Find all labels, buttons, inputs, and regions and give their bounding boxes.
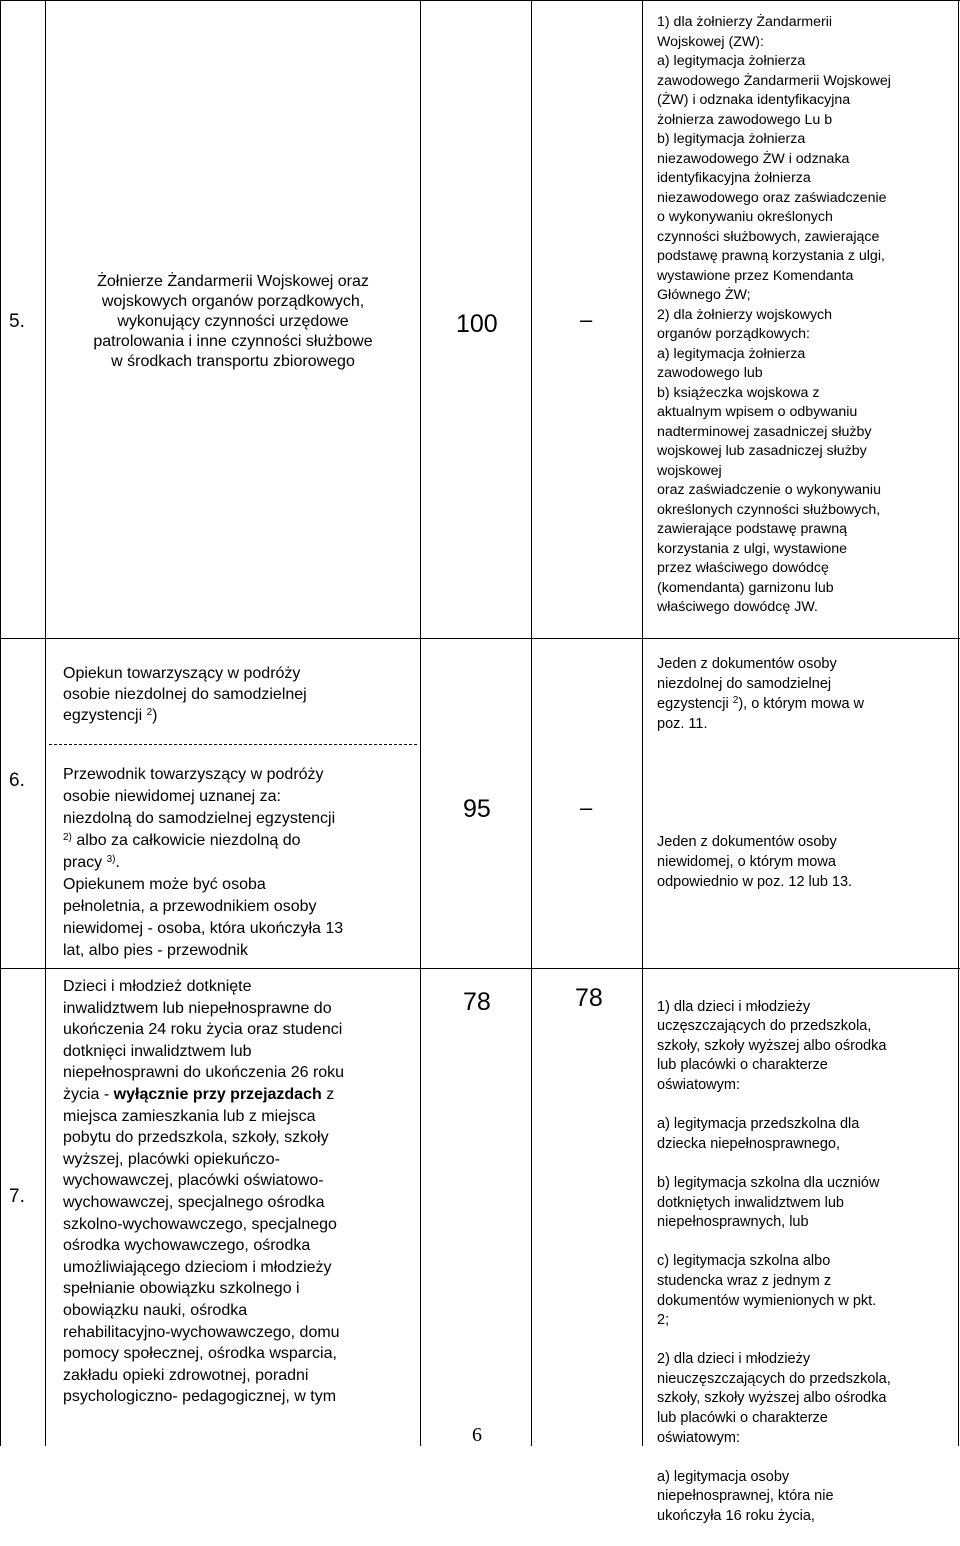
row-5-discount-a: 100 [456, 310, 498, 338]
row-7-documents-item: 2) dla dzieci i młodzieży nieuczęszczających do przedszkola, szkoły, szkoły wyższej albo ośrodka lub placówki o charakterze oświatowym: [657, 1351, 891, 1446]
row-6-documents-b: Jeden z dokumentów osoby niewidomej, o którym mowa odpowiednio w poz. 12 lub 13. [657, 834, 853, 890]
row-6-description-a [63, 663, 415, 726]
row-7-documents-item: a) legitymacja osoby niepełnosprawnej, która nie ukończyła 16 roku życia, [657, 1468, 834, 1525]
row-7-documents-item: a) legitymacja przedszkolna dla dziecka niepełnosprawnego, [657, 1116, 860, 1152]
row-5-documents: 1) dla żołnierzy Żandarmerii Wojskowej (ZW): a) legitymacja żołnierza zawodowego Żandarmerii Wojskowej (ŻW) i odznaka identyfikacyjna żołnierza zawodowego Lu b b) legitymacja żołnierza niezawodowego ŻW i odznaka identyfikacyjna żołnierza niezawodowego oraz zaświadczenie o wykonywaniu określonych czynności służbowych, zawierające podstawę prawną korzystania z ulgi, wystawione przez Komendanta Głównego ŻW; 2) dla żołnierzy wojskowych organów porządkowych: a) legitymacja żołnierza zawodowego lub b) książeczka wojskowa z aktualnym wpisem o odbywaniu nadterminowej zasadniczej służby wojskowej lub zasadniczej służby wojskowej oraz zaświadczenie o wykonywaniu określonych czynności służbowych, zawierające podstawę prawną korzystania z ulgi, wystawione przez właściwego dowódcę (komendanta) garnizonu lub właściwego dowódcę JW. [657, 14, 891, 615]
column-divider-1 [45, 0, 46, 1446]
row-6-description-b-pre: Przewodnik towarzyszący w podróży osobie niewidomej uznanej za: niezdolną do samodzielnej egzystencji [63, 766, 336, 827]
column-divider-4 [642, 0, 643, 1446]
row-6-inner-divider [49, 744, 417, 745]
column-divider-2 [420, 0, 421, 1446]
row-6-discount-b: – [580, 795, 593, 820]
row-6-description-b-sup1: 2) [63, 832, 72, 843]
row-7-number: 7. [9, 1186, 25, 1207]
table-border-right [958, 0, 959, 1446]
row-6-description-a-sup: 2 [146, 707, 153, 718]
row-5-description: Żołnierze Żandarmerii Wojskowej oraz wojskowych organów porządkowych, wykonujący czynności urzędowe patrolowania i inne czynności służbowe w środkach transportu zbiorowego [93, 273, 373, 370]
row-6-documents-a-sup: 2 [732, 695, 739, 706]
row-7-documents-item: 1) dla dzieci i młodzieży uczęszczających do przedszkola, szkoły, szkoły wyższej albo ośrodka lub placówki o charakterze oświatowym: [657, 998, 887, 1093]
row-6-description-a-text: Opiekun towarzyszący w podróży osobie niezdolnej do samodzielnej egzystencji [63, 665, 307, 724]
row-7-description-pre: Dzieci i młodzież dotknięte inwalidztwem lub niepełnosprawne do ukończenia 24 roku życia oraz studenci dotknięci inwalidztwem lub niepełnosprawni do ukończenia 26 roku życia - [63, 978, 345, 1103]
row-7-documents [657, 978, 955, 1546]
table-border-top [0, 0, 960, 1]
row-7-description [63, 976, 419, 1408]
column-divider-3 [531, 0, 532, 1446]
page-number: 6 [472, 1424, 482, 1446]
row-6-number: 6. [9, 770, 25, 791]
row-divider-5-6 [0, 638, 960, 639]
row-6-description-b-sup2: 3) [106, 854, 116, 865]
row-5-discount-b: – [580, 307, 593, 332]
row-6-description-b-post: . Opiekunem może być osoba pełnoletnia, a przewodnikiem osoby niewidomej - osoba, która ukończyła 13 lat, albo pies - przewodnik [63, 854, 344, 959]
row-7-discount-b: 78 [575, 984, 603, 1012]
row-6-description-a-end: ) [152, 707, 158, 724]
row-7-documents-item: c) legitymacja szkolna albo studencka wraz z jednym z dokumentów wymienionych w pkt. 2; [657, 1253, 877, 1329]
row-6-documents-a [657, 654, 955, 734]
row-5-number: 5. [9, 311, 25, 332]
row-6-discount-a: 95 [463, 795, 491, 823]
row-7-discount-a: 78 [463, 988, 491, 1016]
row-7-documents-item: b) legitymacja szkolna dla uczniów dotkniętych inwalidztwem lub niepełnosprawnych, lub [657, 1174, 880, 1231]
row-6-documents-a-pre: Jeden z dokumentów osoby niezdolnej do samodzielnej egzystencji [657, 656, 837, 712]
row-divider-6-7 [0, 968, 960, 969]
row-6-description-b-mid: albo za całkowicie niezdolną do pracy [63, 832, 301, 871]
row-6-documents-a-post: ), o którym mowa w poz. 11. [657, 696, 865, 732]
row-6-description-b [63, 764, 415, 962]
row-7-description-post: z miejsca zamieszkania lub z miejsca pobytu do przedszkola, szkoły, szkoły wyższej, placówki opiekuńczo- wychowawczej, placówki oświatowo- wychowawczej, specjalnego ośrodka szkolno-wychowawczego, specjalnego ośrodka wychowawczego, ośrodka umożliwiającego dzieciom i młodzieży spełnianie obowiązku szkolnego i obowiązku nauki, ośrodka rehabilitacyjno-wychowawczego, domu pomocy społecznej, ośrodka wsparcia, zakładu opieki zdrowotnej, poradni psychologiczno- pedagogicznej, w tym [63, 1085, 340, 1406]
table-border-left [0, 0, 1, 1446]
row-7-description-bold: wyłącznie przy przejazdach [113, 1085, 322, 1103]
